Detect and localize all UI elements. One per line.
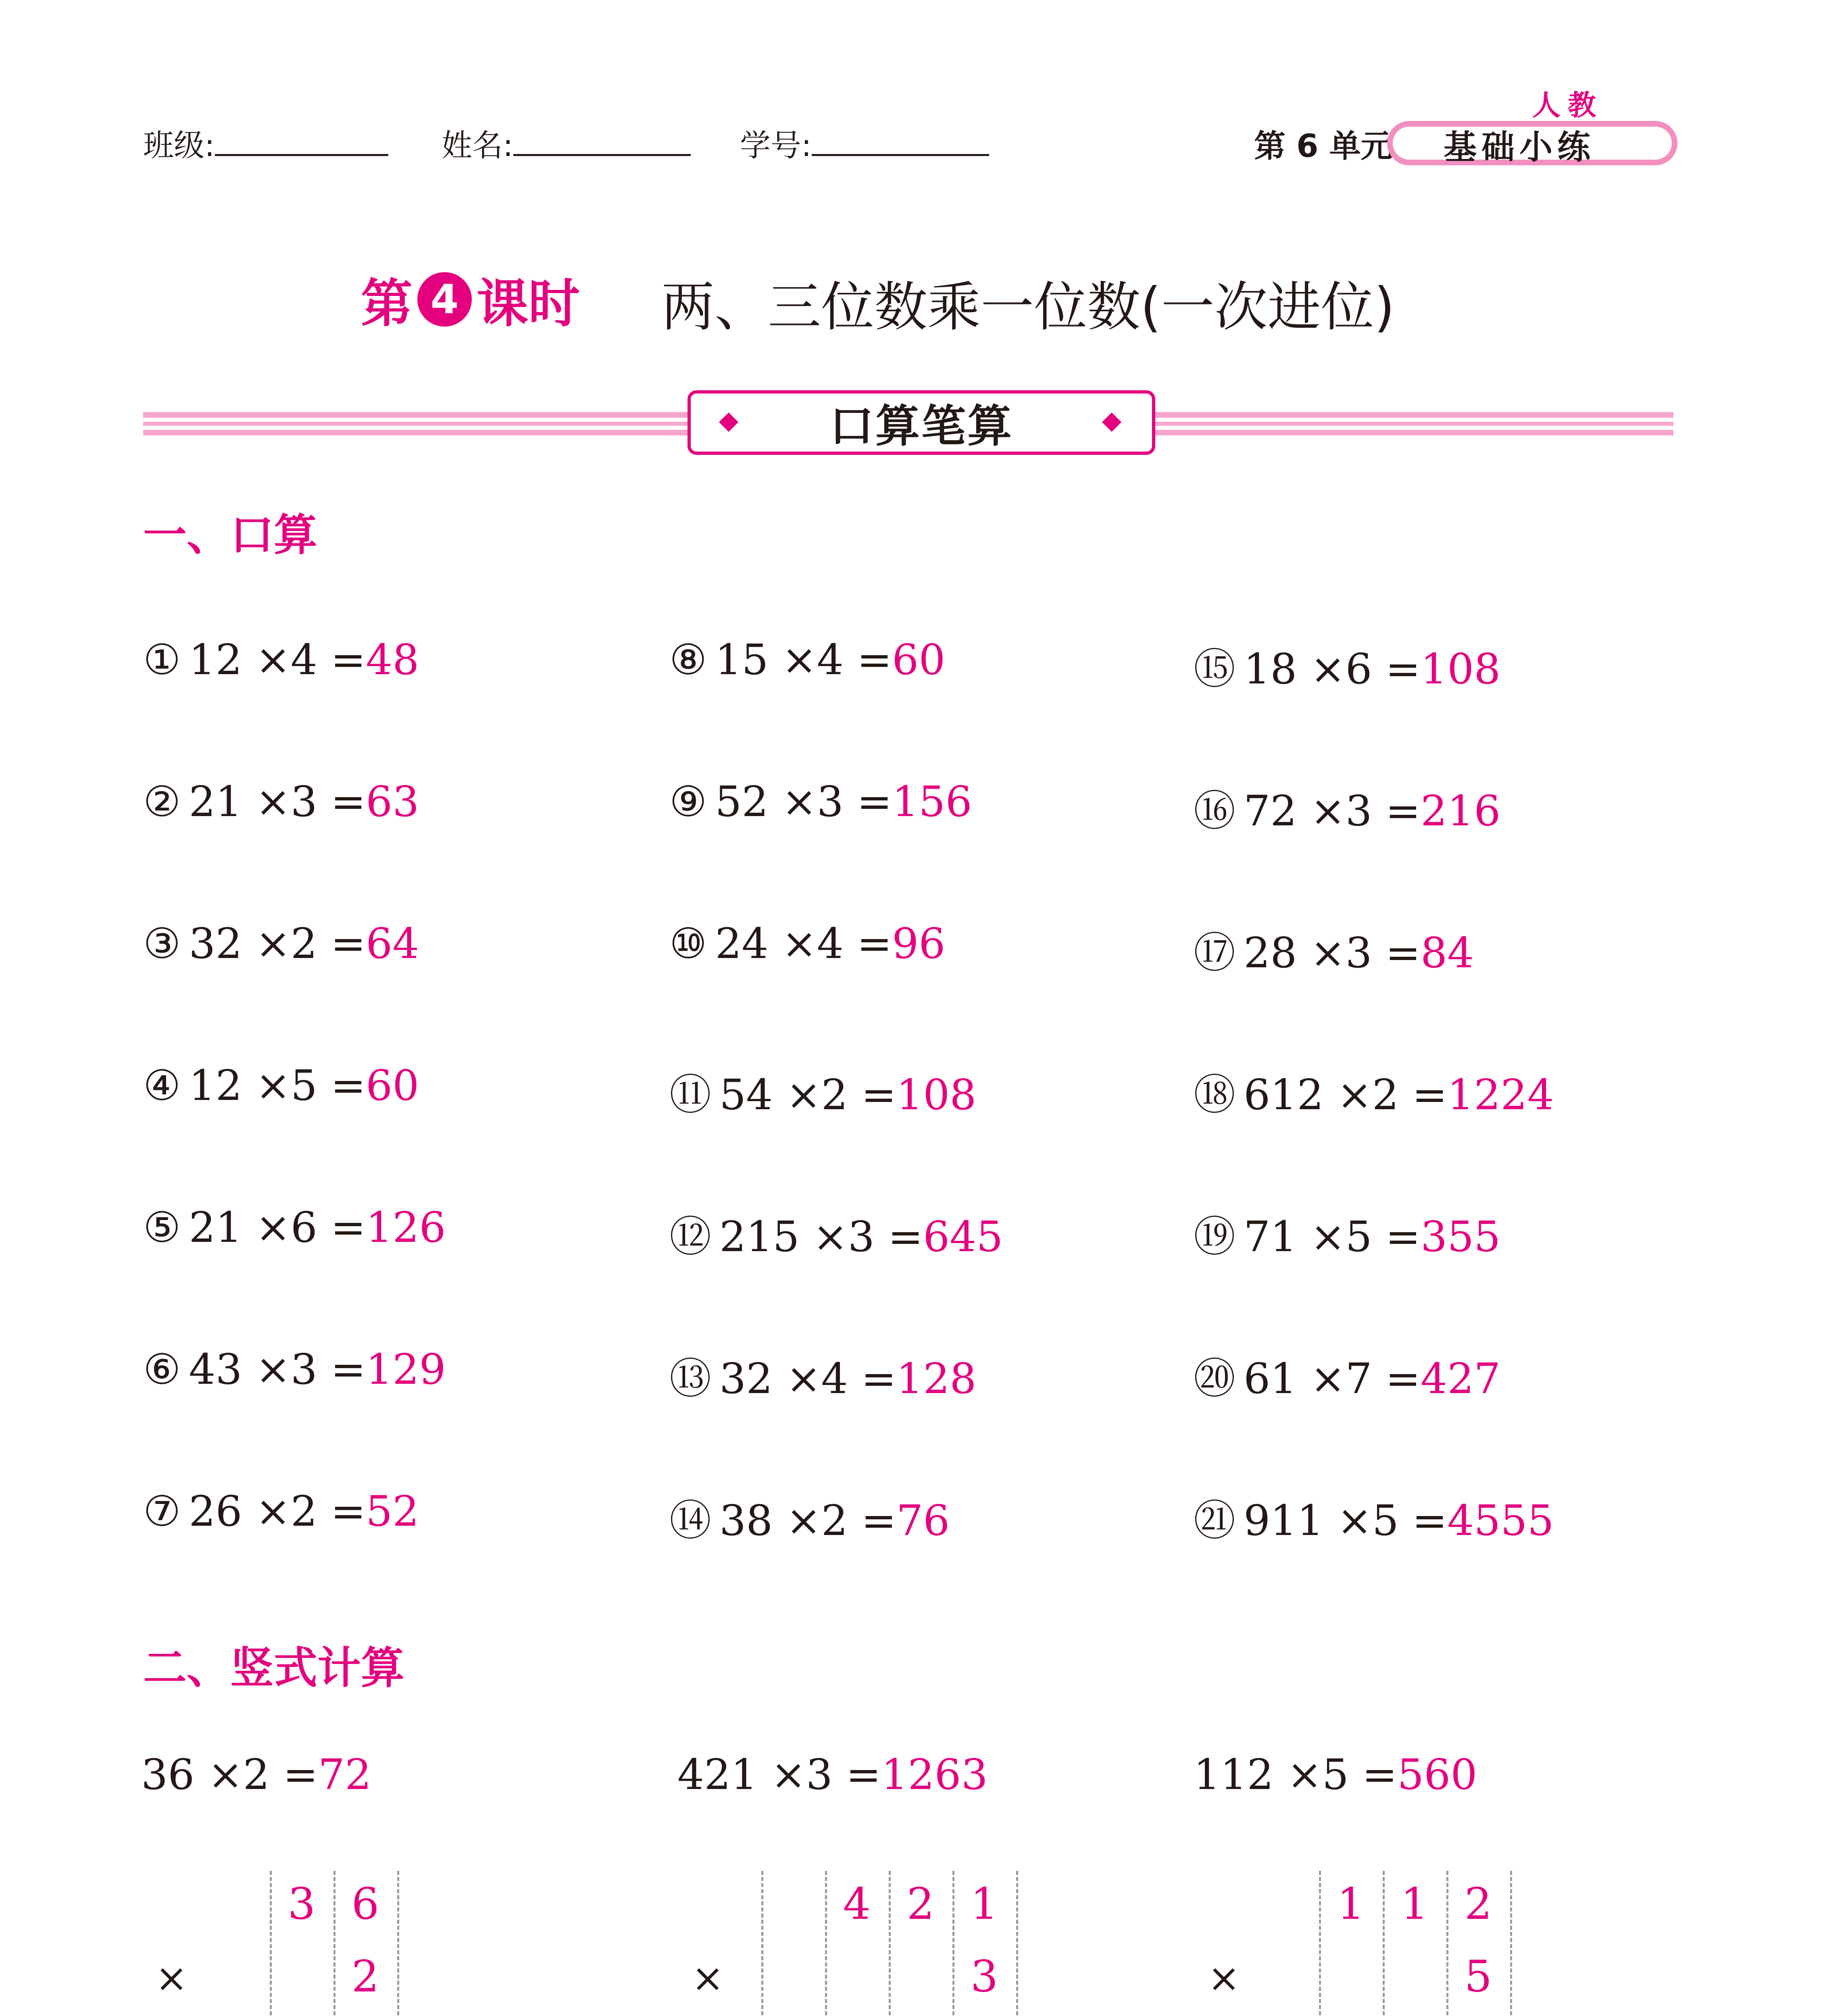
oral-problem [143,1345,446,1394]
problem-answer[interactable]: 52 [366,1487,419,1536]
digit-column-divider [333,1871,335,2016]
problem-expression: 54 ×2 = [719,1070,896,1119]
digit-column-divider [952,1871,954,2016]
unit-label: 第 6 单元 [1254,128,1392,165]
oral-problem [143,635,419,684]
problem-answer[interactable]: 645 [923,1212,1003,1261]
problem-expression: 36 ×2 = [141,1750,318,1799]
oral-problem [143,777,419,826]
problem-answer[interactable]: 1263 [881,1750,988,1799]
times-sign: × [1208,1956,1240,2001]
problem-expression: 43 ×3 = [189,1345,366,1394]
section-title-vertical: 二、竖式计算 [143,1643,405,1693]
vertical-problem-equation [677,1750,988,1799]
problem-answer[interactable]: 76 [896,1496,950,1545]
problem-answer[interactable]: 60 [892,635,946,684]
problem-expression: 12 ×4 = [189,635,366,684]
problem-number: ③ [143,919,181,968]
oral-problem [143,1487,419,1536]
oral-problem [143,1061,419,1110]
problem-expression: 112 ×5 = [1194,1750,1398,1799]
brand-publisher: 人教 [1532,89,1603,122]
problem-answer[interactable]: 156 [892,777,972,826]
problem-number: ⑩ [669,919,707,968]
problem-number: ⑫ [669,1212,712,1261]
digit-column-divider [1446,1871,1448,2016]
digit-column-divider [1319,1871,1321,2016]
student-number-label: 学号: [740,127,812,163]
problem-answer[interactable]: 48 [366,635,419,684]
problem-answer[interactable]: 64 [366,919,419,968]
problem-expression: 21 ×6 = [189,1203,366,1252]
oral-problem [1194,1487,1554,1547]
problem-number: ⑨ [669,777,707,826]
problem-number: ② [143,777,181,826]
problem-number: ⑥ [143,1345,181,1394]
oral-problem [669,635,945,684]
problem-expression: 911 ×5 = [1244,1496,1448,1545]
banner-box [688,390,1155,455]
problem-number: ⑱ [1194,1070,1236,1119]
vertical-digit: 1 [970,1879,998,1929]
problem-expression: 72 ×3 = [1244,786,1421,835]
problem-number: ⑦ [143,1487,181,1536]
problem-answer[interactable]: 1224 [1447,1070,1554,1119]
problem-number: ⑯ [1194,786,1236,835]
problem-expression: 52 ×3 = [715,777,892,826]
oral-problem [669,1487,950,1547]
vertical-digit: 2 [906,1879,935,1929]
vertical-digit: 2 [351,1951,379,2002]
banner-title: 口算笔算 [829,400,1013,452]
problem-number: ① [143,635,181,684]
problem-expression: 21 ×3 = [189,777,366,826]
oral-problem [1194,1061,1554,1121]
problem-answer[interactable]: 216 [1420,786,1501,835]
lesson-suffix: 课时 [477,274,580,334]
name-field[interactable] [442,121,691,165]
vertical-digit: 3 [288,1879,316,1929]
oral-problem [669,919,945,968]
vertical-digit: 3 [970,1951,998,2002]
problem-number: ⑭ [669,1496,712,1545]
problem-expression: 12 ×5 = [189,1061,366,1110]
oral-problem [1194,777,1500,837]
problem-answer[interactable]: 108 [1420,644,1501,694]
vertical-digit: 5 [1464,1951,1492,2002]
digit-column-divider [1016,1871,1018,2016]
lesson-tag [361,262,580,336]
problem-expression: 421 ×3 = [677,1750,881,1799]
problem-answer[interactable]: 84 [1420,928,1474,977]
oral-problem [669,777,972,826]
digit-column-divider [761,1871,763,2016]
problem-answer[interactable]: 355 [1420,1212,1501,1261]
problem-expression: 612 ×2 = [1244,1070,1448,1119]
problem-answer[interactable]: 128 [896,1354,977,1403]
problem-answer[interactable]: 96 [892,919,946,968]
problem-number: ⑬ [669,1354,712,1403]
problem-answer[interactable]: 560 [1397,1750,1477,1799]
problem-number: ⑲ [1194,1212,1236,1261]
problem-expression: 32 ×4 = [719,1354,896,1403]
vertical-digit: 1 [1400,1879,1429,1929]
problem-answer[interactable]: 60 [366,1061,419,1110]
problem-answer[interactable]: 63 [366,777,419,826]
problem-number: ⑪ [669,1070,712,1119]
digit-column-divider [889,1871,891,2016]
lesson-prefix: 第 [361,274,413,334]
problem-number: ⑧ [669,635,707,684]
oral-problem [669,1061,976,1121]
problem-expression: 71 ×5 = [1244,1212,1421,1261]
vertical-digit: 2 [1464,1879,1492,1929]
problem-expression: 28 ×3 = [1244,928,1421,977]
vertical-problem-equation [141,1750,371,1799]
problem-number: ⑰ [1194,928,1236,977]
oral-problem [143,919,419,968]
digit-column-divider [825,1871,827,2016]
digit-column-divider [1510,1871,1512,2016]
brand-title: 基础小练 [1444,128,1596,167]
name-blank[interactable] [513,150,691,156]
name-label: 姓名: [442,127,513,163]
oral-problem [143,1203,446,1252]
class-field[interactable] [143,121,388,165]
problem-number: ⑳ [1194,1354,1236,1403]
problem-answer[interactable]: 72 [318,1750,372,1799]
problem-answer[interactable]: 129 [366,1345,446,1394]
problem-answer[interactable]: 126 [366,1203,446,1252]
problem-expression: 26 ×2 = [189,1487,366,1536]
problem-expression: 32 ×2 = [189,919,366,968]
class-blank[interactable] [215,150,388,156]
problem-answer[interactable]: 427 [1420,1354,1501,1403]
vertical-digit: 4 [843,1879,871,1929]
problem-answer[interactable]: 4555 [1447,1496,1554,1545]
lesson-number-badge: 4 [417,272,472,327]
problem-expression: 15 ×4 = [715,635,892,684]
problem-expression: 24 ×4 = [715,919,892,968]
class-label: 班级: [143,127,215,163]
lesson-title: 两、三位数乘一位数(一次进位) [661,276,1395,338]
digit-column-divider [270,1871,272,2016]
times-sign: × [155,1956,188,2001]
problem-number: ㉑ [1194,1496,1236,1545]
oral-problem [1194,1345,1500,1405]
problem-expression: 61 ×7 = [1244,1354,1421,1403]
oral-problem [669,1203,1003,1263]
times-sign: × [692,1956,724,2001]
vertical-problem-equation [1194,1750,1477,1799]
oral-problem [1194,635,1500,696]
oral-problem [1194,919,1474,979]
problem-expression: 18 ×6 = [1244,644,1421,694]
vertical-digit: 6 [351,1879,379,1929]
vertical-digit: 1 [1337,1879,1365,1929]
problem-answer[interactable]: 108 [896,1070,977,1119]
problem-number: ⑤ [143,1203,181,1252]
problem-number: ④ [143,1061,181,1110]
student-number-blank[interactable] [812,150,989,156]
problem-expression: 215 ×3 = [719,1212,923,1261]
digit-column-divider [397,1871,399,2016]
oral-problem [1194,1203,1500,1263]
oral-problem [669,1345,976,1405]
problem-expression: 38 ×2 = [719,1496,896,1545]
problem-number: ⑮ [1194,644,1236,694]
section-title-oral: 一、口算 [143,510,318,560]
student-number-field[interactable] [740,121,989,165]
digit-column-divider [1383,1871,1385,2016]
